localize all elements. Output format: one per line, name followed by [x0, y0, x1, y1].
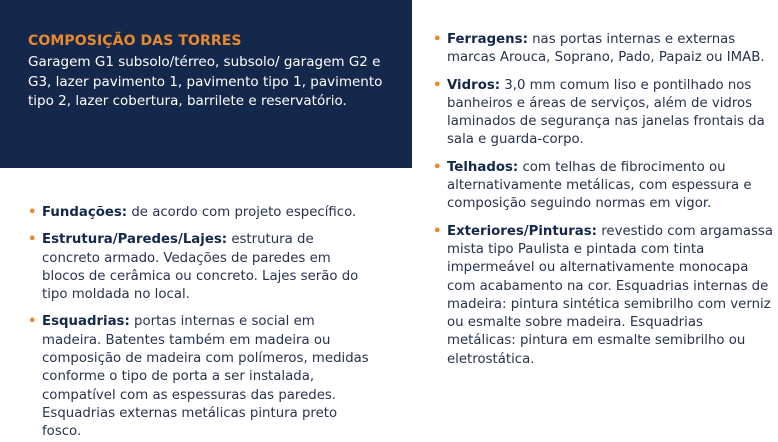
item-text: com telhas de fibrocimento ou alternativamente metálicas, com espessura e composição seguindo normas em vigor. [447, 159, 752, 212]
list-item-estrutura [28, 231, 373, 304]
bullet-icon: • [28, 205, 37, 220]
list-item-vidros [433, 77, 773, 150]
bullet-icon: • [433, 32, 442, 47]
left-column [28, 204, 373, 442]
list-item-fundacoes [28, 204, 373, 222]
item-text: revestido com argamassa mista tipo Paulista e pintada com tinta impermeável ou alternativamente monocapa com acabamento na cor. Esquadrias internas de madeira: pintura sintética semibrilho com verniz ou esmalte sobre madeira. Esquadrias metálicas: pintura em esmalte semibrilho ou eletrostática. [447, 223, 773, 367]
item-text: 3,0 mm comum liso e pontilhado nos banheiros e áreas de serviços, além de vidros laminados de segurança nas janelas frontais da sala e guarda-corpo. [447, 77, 765, 148]
box-text: Garagem G1 subsolo/térreo, subsolo/ garagem G2 e G3, lazer pavimento 1, pavimento tipo 1, pavimento tipo 2, lazer cobertura, barrilete e reservatório. [28, 54, 383, 109]
right-column [433, 31, 773, 369]
item-label: Fundações: [42, 205, 128, 220]
item-label: Esquadrias: [42, 314, 130, 330]
bullet-icon: • [433, 223, 442, 239]
item-text: de acordo com projeto específico. [127, 205, 357, 220]
tower-composition-box [0, 0, 412, 168]
list-item-ferragens [433, 31, 773, 68]
item-text: estrutura de concreto armado. Vedações de paredes em blocos de cerâmica ou concreto. Lajes serão do tipo moldada no local. [42, 232, 359, 303]
item-label: Telhados: [447, 159, 519, 175]
bullet-icon: • [28, 232, 37, 248]
box-title: COMPOSIÇÃO DAS TORRES [28, 33, 242, 49]
list-item-telhados [433, 159, 773, 214]
bullet-icon: • [433, 159, 442, 175]
item-label: Exteriores/Pinturas: [447, 223, 597, 239]
item-text: nas portas internas e externas marcas Arouca, Soprano, Pado, Papaiz ou IMAB. [447, 32, 765, 66]
bullet-icon: • [28, 314, 37, 330]
list-item-esquadrias [28, 313, 373, 441]
item-label: Ferragens: [447, 32, 528, 47]
item-label: Estrutura/Paredes/Lajes: [42, 232, 228, 248]
item-label: Vidros: [447, 77, 501, 93]
bullet-icon: • [433, 77, 442, 93]
item-text: portas internas e social em madeira. Batentes também em madeira ou composição de madeira com polímeros, medidas conforme o tipo de porta a ser instalada, compatível com as espessuras das paredes. Esquadrias externas metálicas pintura preto fosco. [42, 314, 369, 440]
list-item-exteriores [433, 223, 773, 369]
